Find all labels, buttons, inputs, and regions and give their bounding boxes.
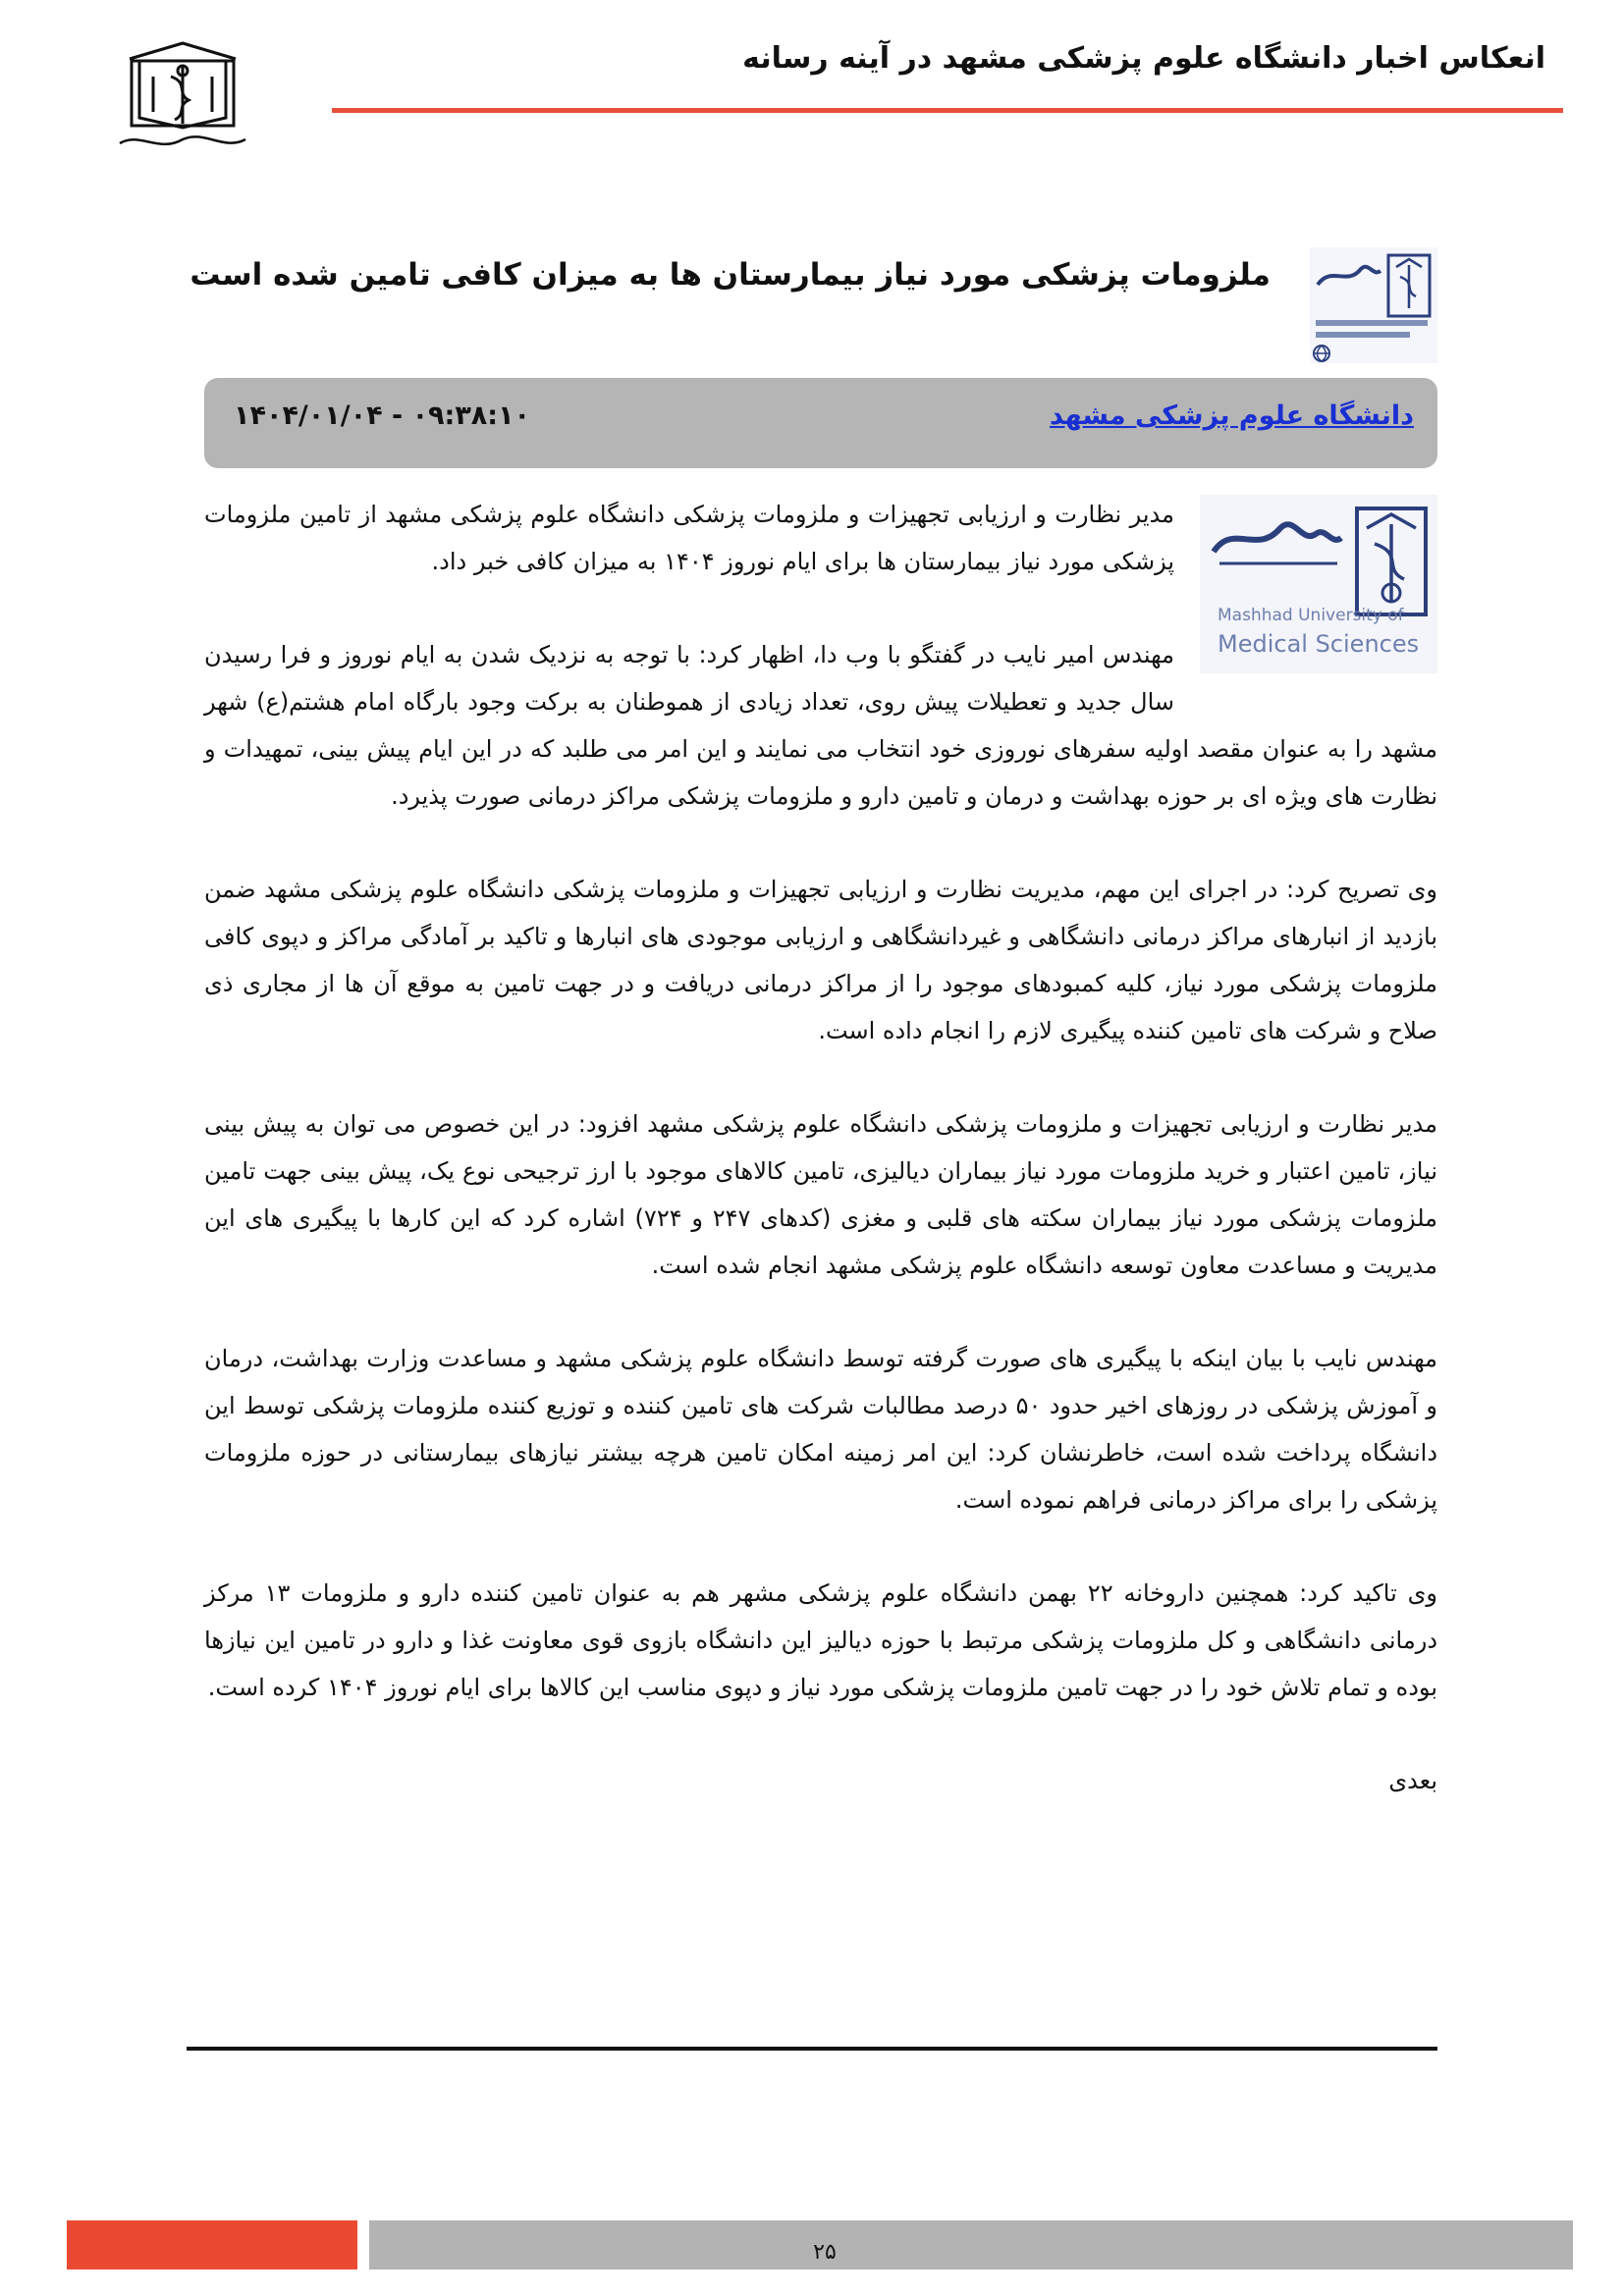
publish-datetime: ۱۴۰۴/۰۱/۰۴ - ۰۹:۳۸:۱۰ xyxy=(234,400,531,431)
paragraph: مهندس نایب با بیان اینکه با پیگیری های صورت گرفته توسط دانشگاه علوم پزشکی مشهد و مساعدت وزارت بهداشت، درمان و آموزش پزشکی در روزهای اخیر حدود ۵۰ درصد مطالبات شرکت های تامین کننده و توزیع کننده ملزومات پزشکی توسط این دانشگاه پرداخت شده است، خاطرنشان کرد: این امر زمینه امکان تامین هرچه بیشتر نیازهای بیمارستانی در حوزه ملزومات پزشکی را برای مراکز درمانی فراهم نموده است. xyxy=(204,1345,1437,1514)
footer-bar xyxy=(369,2220,1573,2269)
header-divider xyxy=(332,108,1563,113)
footer-accent-bar xyxy=(67,2220,357,2269)
article-title: ملزومات پزشکی مورد نیاز بیمارستان ها به میزان کافی تامین شده است xyxy=(189,257,1271,293)
university-emblem-icon xyxy=(110,37,255,163)
source-logo-thumbnail xyxy=(1310,247,1437,363)
paragraph: مهندس امیر نایب در گفتگو با وب دا، اظهار کرد: با توجه به نزدیک شدن به ایام نوروز و فرا رسیدن سال جدید و تعطیلات پیش روی، تعداد زیادی از هموطنان به برکت وجود بارگاه امام هشتم(ع) شهر مشهد را به عنوان مقصد اولیه سفرهای نوروزی خود انتخاب می نمایند و این امر می طلبد که در این ایام پیش بینی، تمهیدات و نظارت های ویژه ای بر حوزه بهداشت و درمان و تامین دارو و ملزومات پزشکی مراکز درمانی صورت پذیرد. xyxy=(204,641,1437,810)
paragraph: مدیر نظارت و ارزیابی تجهیزات و ملزومات پزشکی دانشگاه علوم پزشکی مشهد از تامین ملزومات پزشکی مورد نیاز بیمارستان ها برای ایام نوروز ۱۴۰۴ به میزان کافی خبر داد. xyxy=(204,501,1174,575)
logo-en-line2: Medical Sciences xyxy=(1218,630,1420,658)
source-link[interactable]: دانشگاه علوم پزشکی مشهد xyxy=(1050,400,1414,431)
paragraph: وی تصریح کرد: در اجرای این مهم، مدیریت نظارت و ارزیابی تجهیزات و ملزومات پزشکی دانشگاه علوم پزشکی مشهد ضمن بازدید از انبارهای مراکز درمانی دانشگاهی و غیردانشگاهی و ارزیابی موجودی های انبارها و تاکید بر آمادگی مراکز و دپوی کافی ملزومات پزشکی مورد نیاز، کلیه کمبودهای موجود را از مراکز درمانی دریافت و در جهت تامین به موقع آن ها از مجاری ذی صلاح و شرکت های تامین کننده پیگیری لازم را انجام داده است. xyxy=(204,876,1437,1044)
article-body xyxy=(204,491,1437,1804)
paragraph: مدیر نظارت و ارزیابی تجهیزات و ملزومات پزشکی دانشگاه علوم پزشکی مشهد افزود: در این خصوص می توان به پیش بینی نیاز، تامین اعتبار و خرید ملزومات مورد نیاز بیماران دیالیزی، تامین کالاهای موجود با ارز ترجیحی نوع یک، پیش بینی جهت تامین ملزومات پزشکی مورد نیاز بیماران سکته های قلبی و مغزی (کدهای ۲۴۷ و ۷۲۴) اشاره کرد که این کارها با پیگیری های این مدیریت و مساعدت معاون توسعه دانشگاه علوم پزشکی مشهد انجام شده است. xyxy=(204,1110,1437,1279)
logo-en-line1: Mashhad University of xyxy=(1218,606,1404,625)
article-end-divider xyxy=(187,2047,1437,2051)
header-title: انعکاس اخبار دانشگاه علوم پزشکی مشهد در آینه رسانه xyxy=(742,41,1545,76)
paragraph: وی تاکید کرد: همچنین داروخانه ۲۲ بهمن دانشگاه علوم پزشکی مشهر هم به عنوان تامین کننده دارو و ملزومات ۱۳ مرکز درمانی دانشگاهی و کل ملزومات پزشکی مرتبط با حوزه دیالیز این دانشگاه بازوی قوی معاونت غذا و دارو در تامین این نیازها بوده و تمام تلاش خود را در جهت تامین ملزومات پزشکی مورد نیاز و دپوی مناسب این کالاها برای ایام نوروز ۱۴۰۴ کرده است. xyxy=(204,1579,1437,1701)
next-link[interactable]: بعدی xyxy=(1388,1767,1437,1794)
page-number: ۲۵ xyxy=(813,2240,837,2265)
image-float-space xyxy=(1174,491,1437,683)
